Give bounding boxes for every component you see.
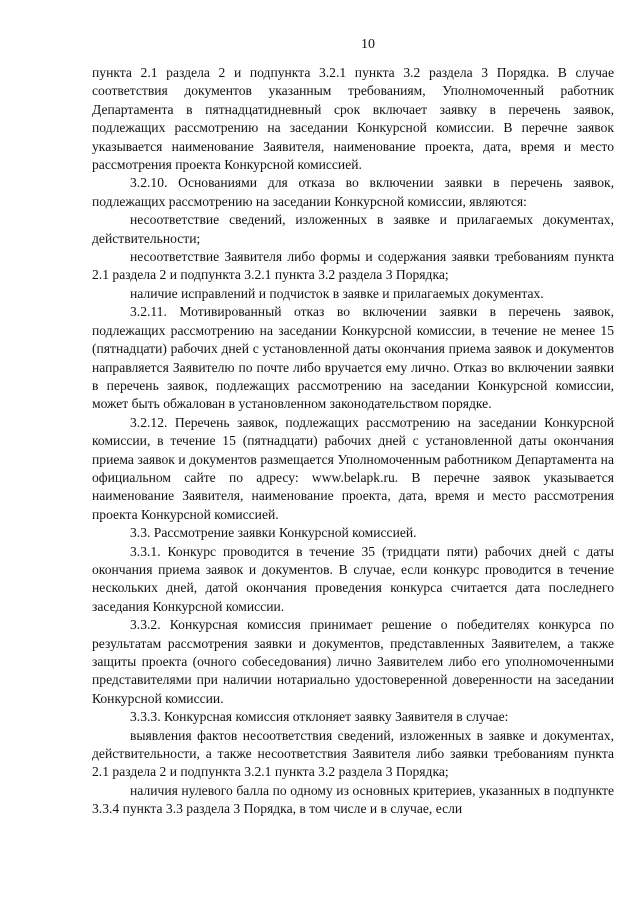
paragraph: 3.3.3. Конкурсная комиссия отклоняет заявку Заявителя в случае: bbox=[130, 709, 509, 725]
paragraph: выявления фактов несоответствия сведений, изложенных в заявке и документах, действительности, а также несоответствия Заявителя либо заявки требованиям пункта 2.1 раздела 2 и подпункта 3.2.1 пункта 3.2 раздела 3 Порядка; bbox=[92, 727, 614, 780]
document-body bbox=[92, 64, 614, 819]
paragraph: наличия нулевого балла по одному из основных критериев, указанных в подпункте 3.3.4 пункта 3.3 раздела 3 Порядка, в том числе и в случае, если bbox=[92, 782, 614, 817]
paragraph: 3.3.1. Конкурс проводится в течение 35 (тридцати пяти) рабочих дней с даты окончания приема заявок и документов. В случае, если конкурс проводится в течение нескольких дней, датой окончания проведения конкурса считается дата последнего заседания Конкурсной комиссии. bbox=[92, 543, 614, 614]
paragraph: 3.2.10. Основаниями для отказа во включении заявки в перечень заявок, подлежащих рассмотрению на заседании Конкурсной комиссии, являются: bbox=[92, 175, 614, 209]
paragraph: наличие исправлений и подчисток в заявке и прилагаемых документах. bbox=[130, 285, 544, 301]
paragraph: 3.2.12. Перечень заявок, подлежащих рассмотрению на заседании Конкурсной комиссии, в течение 15 (пятнадцати) рабочих дней с установленной даты окончания приема заявок и документов размещается Уполномоченным работником Департамента на официальном сайте по адресу: www.belapk.ru. В перечне заявок указывается наименование Заявителя, наименование проекта, дата, время и место рассмотрения проекта Конкурсной комиссией. bbox=[92, 414, 614, 522]
paragraph: пункта 2.1 раздела 2 и подпункта 3.2.1 пункта 3.2 раздела 3 Порядка. В случае соответствия документов указанным требованиям, Уполномоченный работник Департамента в пятнадцатидневный срок включает заявку в перечень заявок, подлежащих рассмотрению на заседании Конкурсной комиссии. В перечне заявок указывается наименование Заявителя, наименование проекта, дата, время и место рассмотрения проекта Конкурсной комиссией. bbox=[92, 65, 614, 173]
paragraph: несоответствие сведений, изложенных в заявке и прилагаемых документах, действительности; bbox=[92, 212, 614, 246]
paragraph: 3.3. Рассмотрение заявки Конкурсной комиссией. bbox=[130, 525, 417, 541]
paragraph: 3.3.2. Конкурсная комиссия принимает решение о победителях конкурса по результатам рассмотрения заявки и документов, представленных Заявителем, а также защиты проекта (очного собеседования) лично Заявителем либо его уполномоченными представителями при наличии нотариально удостоверенной доверенности на заседании Конкурсной комиссии. bbox=[92, 617, 614, 706]
page-number: 10 bbox=[361, 37, 375, 52]
paragraph: 3.2.11. Мотивированный отказ во включении заявки в перечень заявок, подлежащих рассмотрению на заседании Конкурсной комиссии, в течение не менее 15 (пятнадцати) рабочих дней с установленной даты окончания приема заявок и документов направляется Заявителю по почте либо вручается ему лично. Отказ во включении заявки в перечень заявок, подлежащих рассмотрению на заседании Конкурсной комиссии, может быть обжалован в установленном законодательством порядке. bbox=[92, 304, 614, 412]
paragraph: несоответствие Заявителя либо формы и содержания заявки требованиям пункта 2.1 раздела 2 и подпункта 3.2.1 пункта 3.2 раздела 3 Порядка; bbox=[92, 249, 614, 283]
